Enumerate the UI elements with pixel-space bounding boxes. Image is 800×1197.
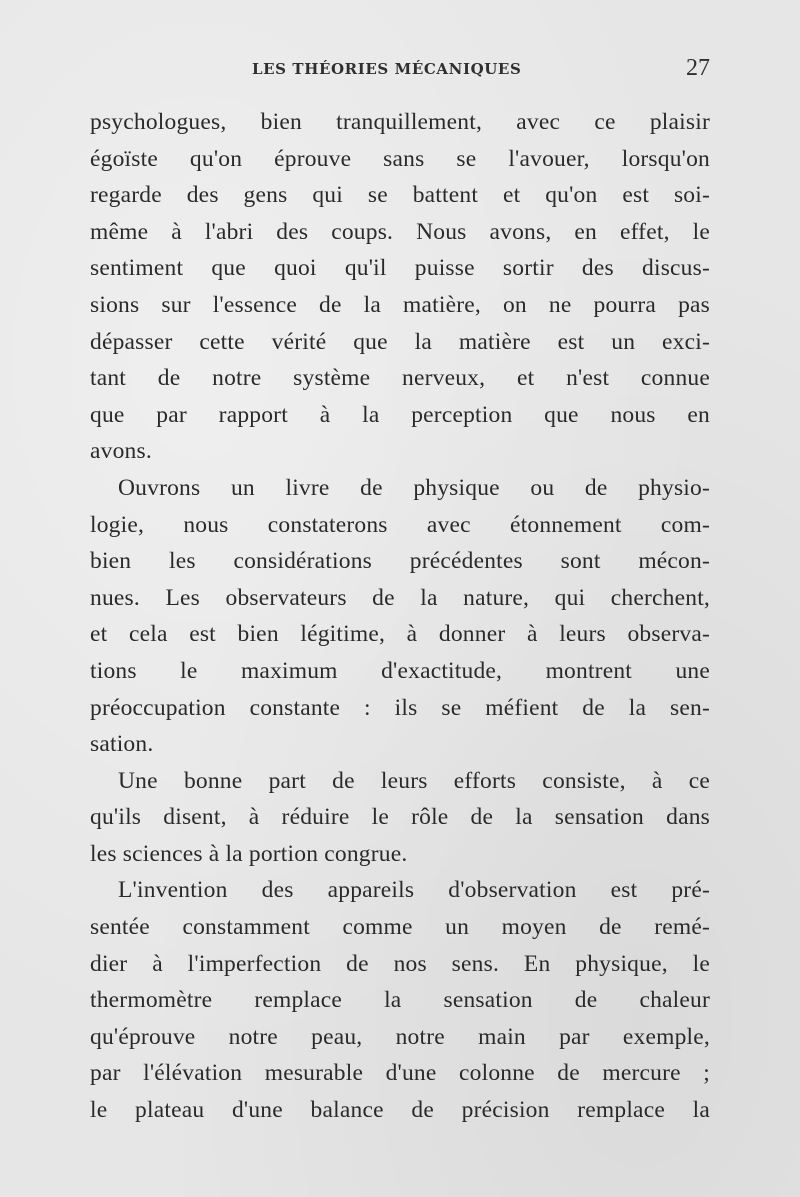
paragraph-4 — [90, 872, 710, 1128]
text-line: bien les considérations précédentes sont mécon- — [90, 548, 710, 575]
text-line: logie, nous constaterons avec étonnement com- — [90, 511, 710, 538]
page-number: 27 — [686, 55, 710, 81]
text-line: le plateau d'une balance de précision remplace la — [90, 1097, 710, 1124]
text-line: tant de notre système nerveux, et n'est connue — [90, 365, 710, 392]
paragraph-1 — [90, 104, 710, 470]
text-line: sentiment que quoi qu'il puisse sortir des discus- — [90, 255, 710, 282]
text-line: et cela est bien légitime, à donner à leurs observa- — [90, 621, 710, 648]
text-line: préoccupation constante : ils se méfient de la sen- — [90, 694, 710, 721]
text-line: nues. Les observateurs de la nature, qui cherchent, — [90, 584, 710, 611]
text-line: Ouvrons un livre de physique ou de physio- — [118, 474, 710, 501]
text-line: L'invention des appareils d'observation est pré- — [118, 877, 710, 904]
text-line: les sciences à la portion congrue. — [90, 840, 408, 867]
text-line: qu'ils disent, à réduire le rôle de la sensation dans — [90, 804, 710, 831]
text-line: même à l'abri des coups. Nous avons, en effet, le — [90, 218, 710, 245]
text-line: que par rapport à la perception que nous en — [90, 401, 710, 428]
text-line: thermomètre remplace la sensation de chaleur — [90, 987, 710, 1014]
text-line: regarde des gens qui se battent et qu'on est soi- — [90, 182, 710, 209]
text-line: avons. — [90, 438, 152, 465]
body-text — [90, 104, 710, 1129]
text-line: dépasser cette vérité que la matière est un exci- — [90, 328, 710, 355]
paragraph-3 — [90, 763, 710, 873]
text-line: Une bonne part de leurs efforts consiste, à ce — [118, 767, 710, 794]
text-line: sions sur l'essence de la matière, on ne pourra pas — [90, 291, 710, 318]
text-line: sation. — [90, 731, 154, 758]
text-line: tions le maximum d'exactitude, montrent une — [90, 657, 710, 684]
running-head — [90, 57, 710, 85]
text-line: dier à l'imperfection de nos sens. En physique, le — [90, 950, 710, 977]
text-line: sentée constamment comme un moyen de remé- — [90, 914, 710, 941]
text-line: par l'élévation mesurable d'une colonne de mercure ; — [90, 1060, 710, 1087]
text-line: qu'éprouve notre peau, notre main par exemple, — [90, 1023, 710, 1050]
text-line: égoïste qu'on éprouve sans se l'avouer, lorsqu'on — [90, 145, 710, 172]
text-line: psychologues, bien tranquillement, avec ce plaisir — [90, 109, 710, 135]
paragraph-2 — [90, 470, 710, 763]
running-title: LES THÉORIES MÉCANIQUES — [252, 60, 522, 78]
